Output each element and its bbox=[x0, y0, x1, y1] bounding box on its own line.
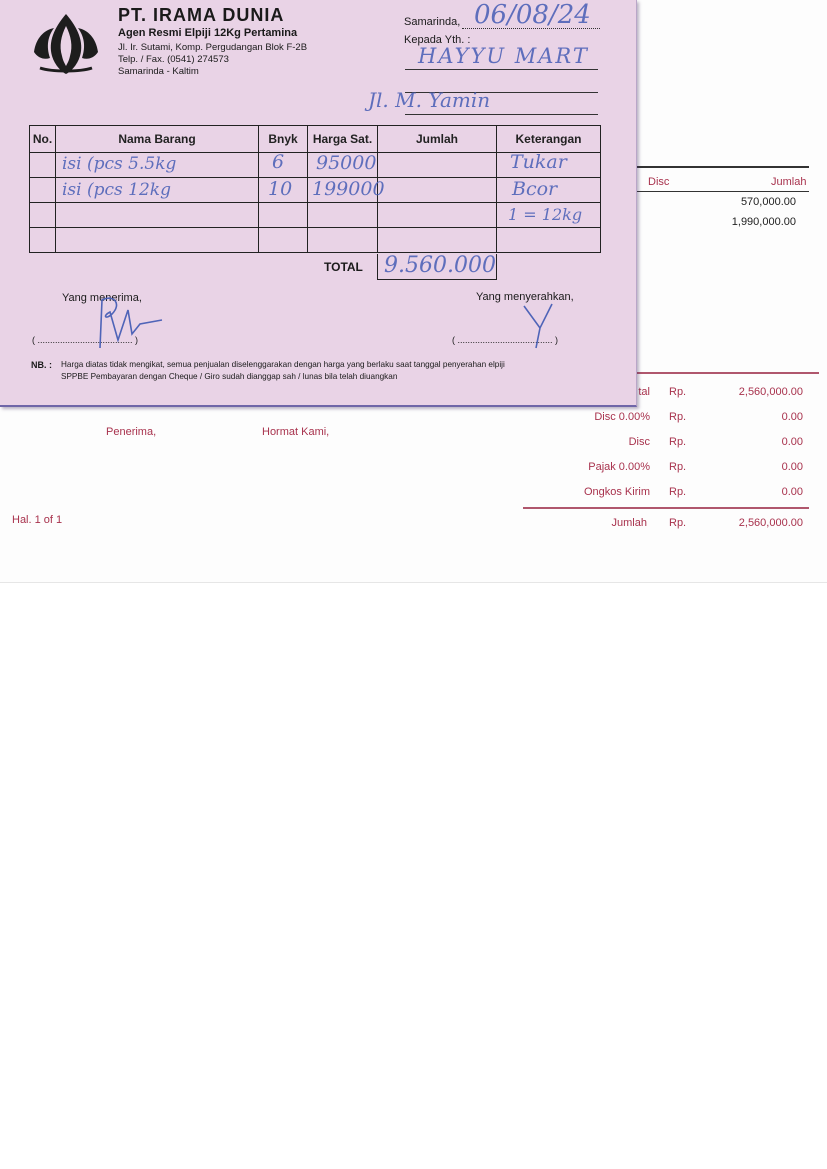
handwritten-price-1: 95000 bbox=[316, 152, 377, 174]
grand-total-label: Jumlah bbox=[611, 517, 647, 529]
summary-ongkos-label: Ongkos Kirim bbox=[583, 486, 650, 498]
summary-disc-pct-value: 0.00 bbox=[781, 411, 803, 423]
summary-subtotal-value: 2,560,000.00 bbox=[738, 386, 803, 398]
summary-ongkos-currency: Rp. bbox=[669, 486, 687, 498]
summary-bottom-rule bbox=[523, 507, 809, 509]
summary-subtotal-label: tal bbox=[638, 386, 650, 398]
column-header-bnyk: Bnyk bbox=[259, 126, 308, 153]
receiver-signature-line: ( ...................................... ) bbox=[32, 335, 139, 345]
yang-menerima-label: Yang menerima, bbox=[62, 292, 142, 304]
table-row bbox=[30, 228, 601, 253]
penerima-label: Penerima, bbox=[106, 426, 157, 438]
company-name: PT. IRAMA DUNIA bbox=[118, 5, 285, 25]
header-bottom-rule bbox=[637, 191, 809, 192]
header-top-rule bbox=[637, 166, 809, 168]
company-phone: Telp. / Fax. (0541) 274573 bbox=[118, 54, 229, 65]
line-amount-2: 1,990,000.00 bbox=[731, 216, 796, 228]
summary-disc-value: 0.00 bbox=[781, 436, 803, 448]
handwritten-qty-1: 6 bbox=[272, 151, 285, 173]
column-header-jumlah: Jumlah bbox=[378, 126, 497, 153]
nb-label: NB. : bbox=[31, 360, 52, 370]
table-header-row bbox=[30, 126, 601, 153]
recipient-line-1 bbox=[405, 69, 598, 70]
kepada-label: Kepada Yth. : bbox=[404, 34, 471, 46]
summary-disc-pct-label: Disc 0.00% bbox=[594, 411, 650, 423]
receiver-signature-scribble bbox=[88, 290, 168, 350]
hormat-kami-label: Hormat Kami, bbox=[262, 426, 330, 438]
delivery-receipt bbox=[0, 0, 637, 407]
summary-ongkos-value: 0.00 bbox=[781, 486, 803, 498]
column-header-disc: Disc bbox=[648, 176, 670, 188]
nb-text-line-1: Harga diatas tidak mengikat, semua penjualan diselenggarakan dengan harga yang berlaku saat tanggal penyerahan elpiji bbox=[61, 360, 505, 369]
handwritten-item-1: isi (pcs 5.5kg bbox=[62, 154, 177, 174]
handwritten-date: 06/08/24 bbox=[474, 0, 591, 30]
grand-total-value: 2,560,000.00 bbox=[738, 517, 803, 529]
company-address: Jl. Ir. Sutami, Komp. Pergudangan Blok F-2B bbox=[118, 42, 308, 53]
grand-total-currency: Rp. bbox=[669, 517, 687, 529]
handwritten-address: Jl. M. Yamin bbox=[368, 88, 491, 112]
handwritten-qty-2: 10 bbox=[268, 178, 293, 200]
line-amount-1: 570,000.00 bbox=[740, 196, 796, 208]
summary-subtotal-currency: Rp. bbox=[669, 386, 687, 398]
column-header-jumlah: Jumlah bbox=[771, 176, 807, 188]
handwritten-price-2: 199000 bbox=[312, 178, 385, 200]
yang-menyerahkan-label: Yang menyerahkan, bbox=[476, 291, 574, 303]
summary-pajak-label: Pajak 0.00% bbox=[588, 461, 650, 473]
sender-signature-line: ( ...................................... ) bbox=[452, 335, 559, 345]
handwritten-total: 9.560.000 bbox=[384, 253, 496, 278]
total-label: TOTAL bbox=[324, 260, 363, 274]
handwritten-note-3: 1 = 12kg bbox=[508, 205, 583, 224]
handwritten-item-2: isi (pcs 12kg bbox=[62, 180, 171, 200]
handwritten-note-1: Tukar bbox=[510, 151, 567, 173]
nb-text-line-2: SPPBE Pembayaran dengan Cheque / Giro sudah dianggap sah / lunas bila telah diuangkan bbox=[61, 372, 398, 381]
company-tagline: Agen Resmi Elpiji 12Kg Pertamina bbox=[118, 27, 298, 39]
handwritten-recipient: HAYYU MART bbox=[418, 44, 589, 68]
summary-pajak-value: 0.00 bbox=[781, 461, 803, 473]
summary-top-rule bbox=[637, 372, 819, 374]
column-header-nama-barang: Nama Barang bbox=[56, 126, 259, 153]
summary-pajak-currency: Rp. bbox=[669, 461, 687, 473]
samarinda-label: Samarinda, bbox=[404, 16, 461, 28]
company-city: Samarinda - Kaltim bbox=[118, 66, 199, 77]
recipient-line-3 bbox=[405, 114, 598, 115]
flame-logo-icon bbox=[28, 12, 104, 76]
sender-signature-scribble bbox=[518, 300, 568, 350]
summary-disc-currency: Rp. bbox=[669, 436, 687, 448]
column-header-keterangan: Keterangan bbox=[497, 126, 601, 153]
column-header-harga-sat: Harga Sat. bbox=[308, 126, 378, 153]
handwritten-note-2: Bcor bbox=[512, 178, 558, 200]
summary-disc-pct-currency: Rp. bbox=[669, 411, 687, 423]
column-header-no: No. bbox=[30, 126, 56, 153]
page-number: Hal. 1 of 1 bbox=[12, 514, 63, 526]
summary-disc-label: Disc bbox=[628, 436, 650, 448]
